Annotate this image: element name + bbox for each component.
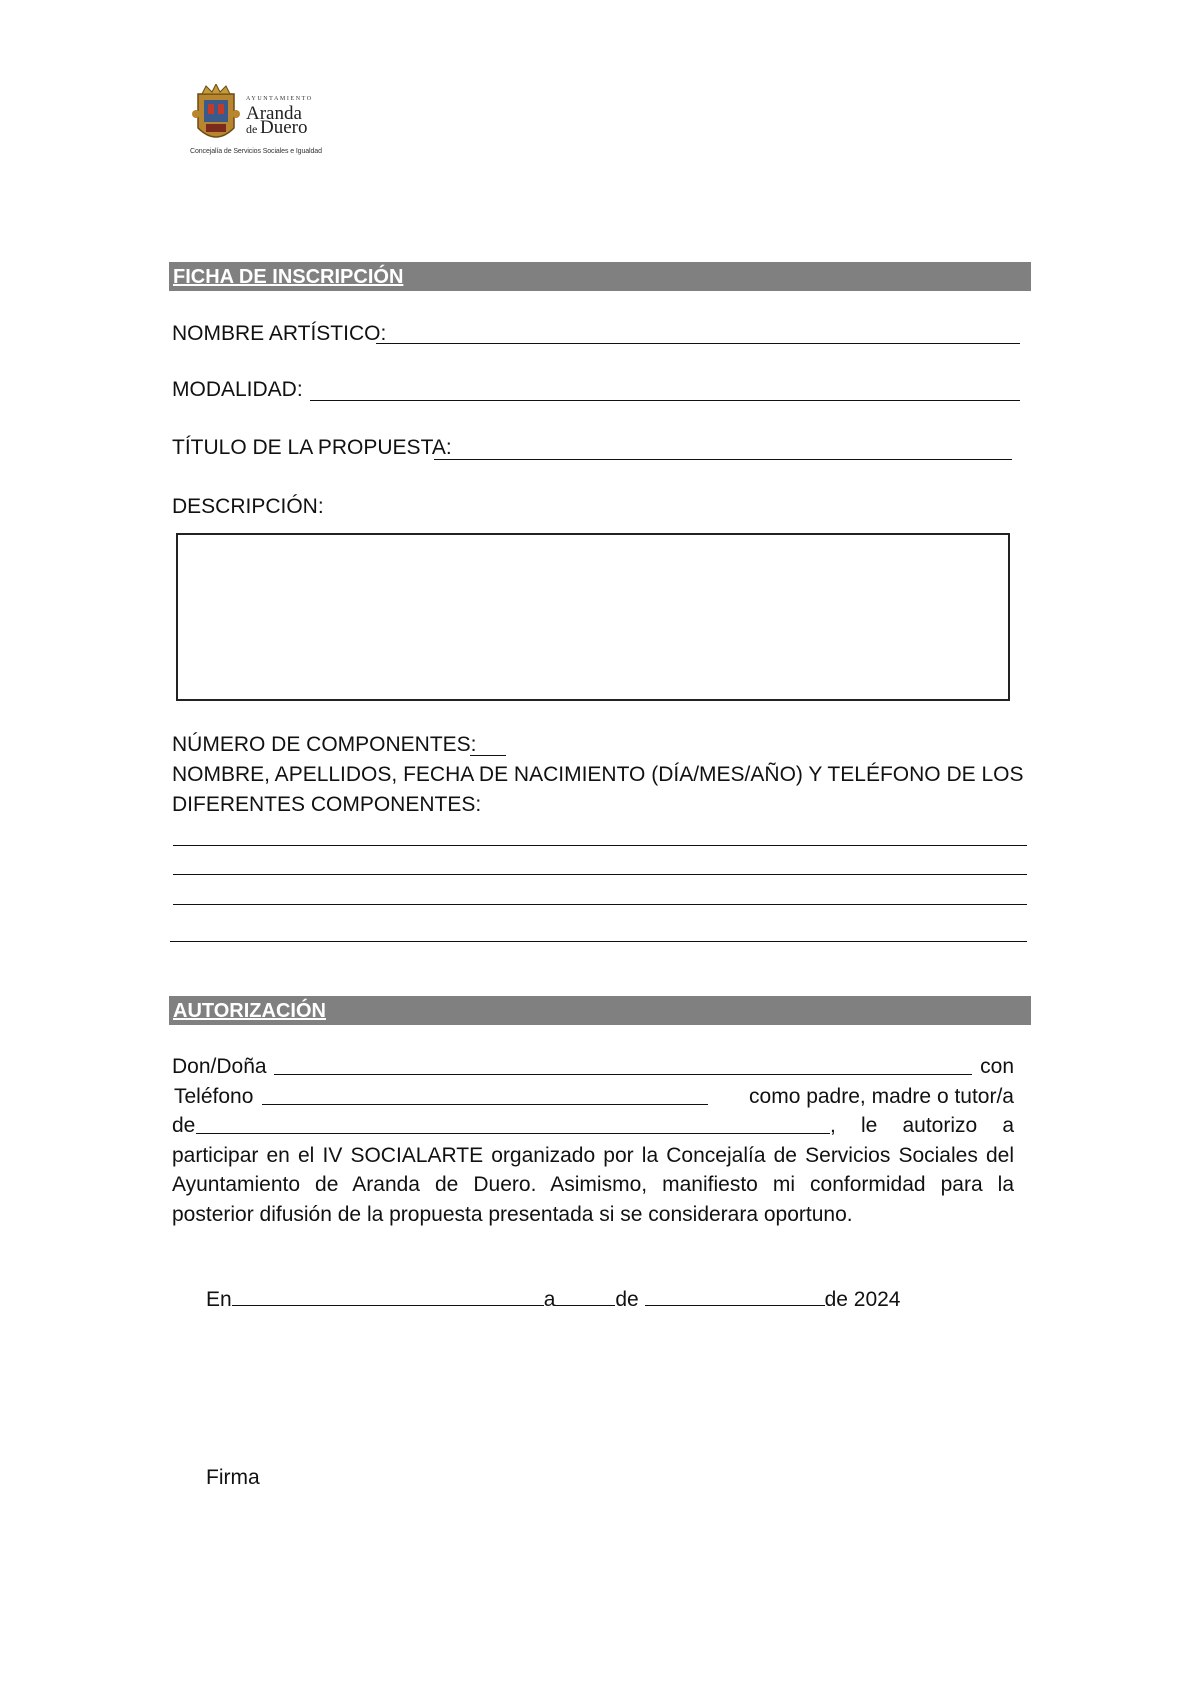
input-don-dona[interactable] [274,1074,972,1075]
input-modalidad[interactable] [310,400,1020,401]
label-titulo: TÍTULO DE LA PROPUESTA: [172,436,452,459]
label-modalidad: MODALIDAD: [172,378,303,401]
input-telefono[interactable] [262,1104,708,1105]
label-numero-componentes: NÚMERO DE COMPONENTES: [172,733,477,756]
input-mes[interactable] [645,1305,825,1306]
auth-row-1 [172,1052,1014,1082]
authorization-paragraph [172,1052,1014,1229]
label-nombre-artistico: NOMBRE ARTÍSTICO: [172,322,387,345]
auth-line-5: Ayuntamiento de Aranda de Duero. Asimismo, manifiesto mi conformidad para la [172,1173,1014,1196]
logo-name-1: Aranda [246,103,302,124]
signature-label: Firma [206,1466,260,1489]
input-lugar[interactable] [232,1305,544,1306]
label-a: a [543,1288,556,1311]
section-header-autorizacion [169,996,1031,1025]
auth-row-3 [172,1111,1014,1141]
coat-of-arms-icon [190,84,242,148]
input-titulo[interactable] [434,459,1012,460]
label-telefono: Teléfono [174,1084,254,1108]
textarea-descripcion[interactable] [176,533,1010,701]
label-de: de [172,1114,196,1137]
section-title: AUTORIZACIÓN [173,1000,326,1022]
auth-line-4: participar en el IV SOCIALARTE organizado por la Concejalía de Servicios Sociales del [172,1143,1014,1167]
section-title: FICHA DE INSCRIPCIÓN [173,266,404,288]
logo-small-text: AYUNTAMIENTO [246,96,313,102]
input-componentes-4[interactable] [170,941,1027,942]
date-line [206,1288,901,1312]
label-year: de 2024 [824,1288,901,1311]
label-como: como padre, madre o tutor/a [749,1084,1014,1108]
label-autorizo: , le autorizo a [830,1114,1014,1137]
input-componentes-2[interactable] [173,874,1027,875]
auth-row-2 [172,1082,1014,1112]
label-con: con [980,1055,1014,1078]
logo-name-2: Duero [260,117,308,138]
section-header-inscripcion [169,262,1031,291]
auth-line-6: posterior difusión de la propuesta presentada si se considerara oportuno. [172,1202,853,1226]
input-menor[interactable] [196,1133,830,1134]
logo-name-de: de [246,122,258,136]
label-en: En [206,1288,232,1311]
input-nombre-artistico[interactable] [376,343,1020,344]
label-descripcion: DESCRIPCIÓN: [172,495,324,518]
label-componentes-line2: DIFERENTES COMPONENTES: [172,793,482,816]
input-dia[interactable] [555,1305,615,1306]
input-componentes-1[interactable] [173,845,1027,846]
ayuntamiento-logo [190,84,320,162]
label-don-dona: Don/Doña [172,1055,267,1078]
label-de-mes: de [615,1288,639,1311]
label-componentes-line1: NOMBRE, APELLIDOS, FECHA DE NACIMIENTO (DÍA/MES/AÑO) Y TELÉFONO DE LOS [172,763,1024,786]
logo-subtitle: Concejalía de Servicios Sociales e Igualdad [190,148,322,155]
input-numero-componentes[interactable] [470,755,506,756]
input-componentes-3[interactable] [173,904,1027,905]
